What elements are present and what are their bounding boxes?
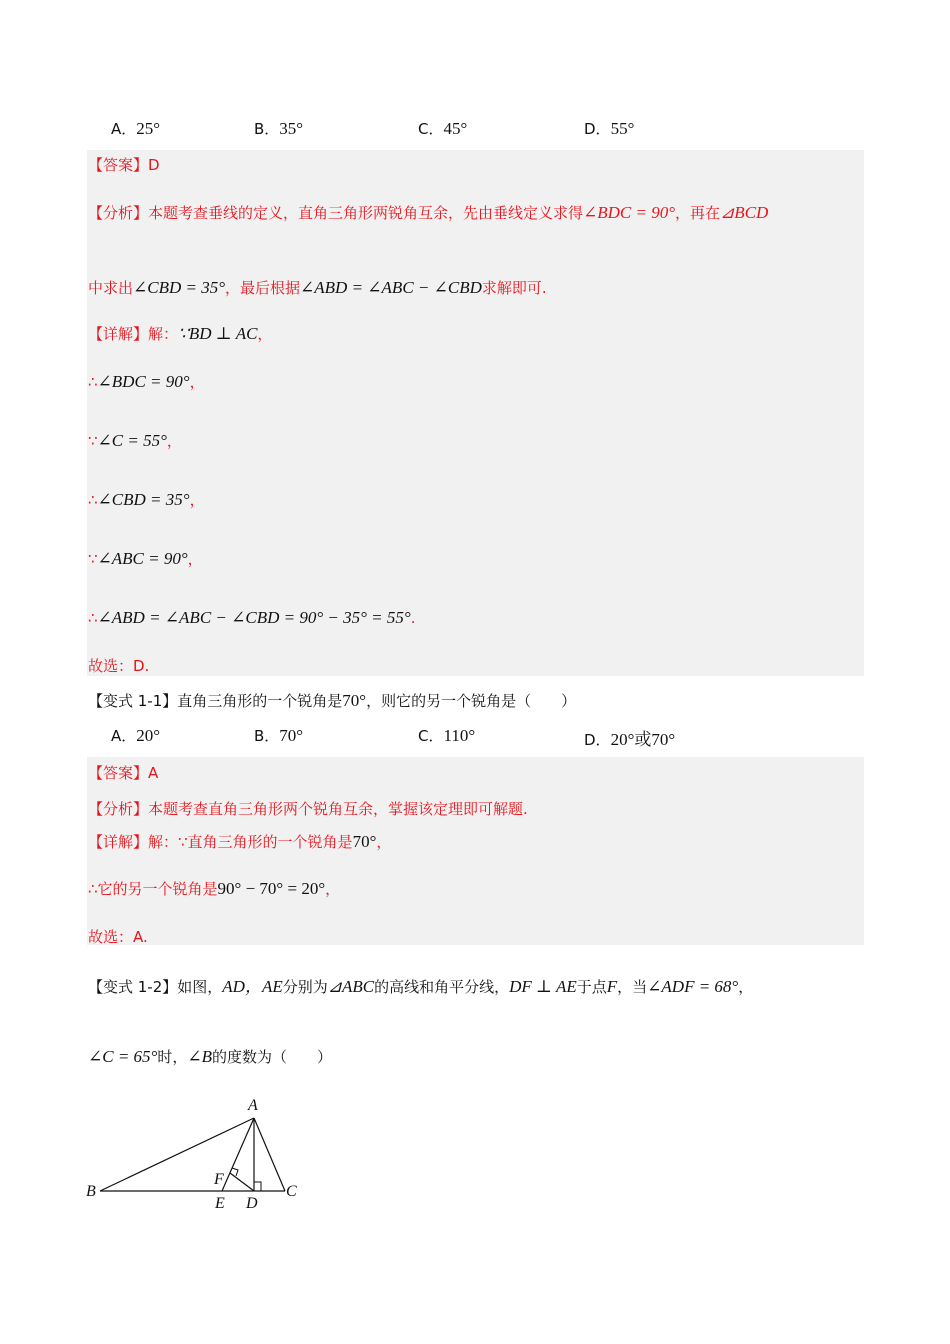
q1-option-b[interactable]: B．35° — [254, 119, 304, 138]
q1-detail-line: 【详解】解：∵BD ⊥ AC， — [88, 324, 273, 343]
q2-detail-line: 【详解】解：∵直角三角形的一个锐角是70°， — [88, 832, 392, 851]
q1-step-4: ∵∠ABC = 90°， — [88, 549, 203, 568]
right-angle-d — [254, 1182, 261, 1191]
q1-analysis-line-2: 中求出∠CBD = 35°，最后根据∠ABD = ∠ABC − ∠CBD求解即可. — [88, 278, 547, 297]
label-e: E — [215, 1195, 225, 1212]
q3-stem-line-2: ∠C = 65°时，∠B的度数为（ ） — [88, 1047, 333, 1066]
side-ab — [100, 1118, 254, 1191]
q1-step-5: ∴∠ABD = ∠ABC − ∠CBD = 90° − 35° = 55°. — [88, 608, 416, 627]
triangle-figure — [80, 1090, 320, 1220]
q1-option-a[interactable]: A．25° — [111, 119, 161, 138]
q2-conclusion: 故选：A. — [88, 928, 148, 946]
q2-option-d[interactable]: D．20°或70° — [584, 730, 676, 749]
q1-step-2: ∵∠C = 55°， — [88, 431, 182, 450]
q1-answer: 【答案】D — [88, 156, 160, 174]
q1-step-1: ∴∠BDC = 90°， — [88, 372, 205, 391]
label-f: F — [214, 1171, 224, 1188]
q1-option-d[interactable]: D．55° — [584, 119, 635, 138]
q2-analysis: 【分析】本题考查直角三角形两个锐角互余，掌握该定理即可解题. — [88, 800, 528, 818]
q2-option-c[interactable]: C．110° — [418, 726, 476, 745]
label-d: D — [246, 1195, 258, 1212]
q2-step: ∴它的另一个锐角是90° − 70° = 20°， — [88, 879, 341, 898]
q1-option-c[interactable]: C．45° — [418, 119, 468, 138]
segment-df — [230, 1173, 254, 1191]
bisector-ae — [222, 1118, 254, 1191]
q2-option-a[interactable]: A．20° — [111, 726, 161, 745]
q2-option-b[interactable]: B．70° — [254, 726, 304, 745]
q1-conclusion: 故选：D. — [88, 657, 150, 675]
label-b: B — [86, 1183, 96, 1200]
q1-step-3: ∴∠CBD = 35°， — [88, 490, 205, 509]
q1-analysis-line-1: 【分析】本题考查垂线的定义，直角三角形两锐角互余，先由垂线定义求得∠BDC = 90°，再在⊿BCD — [88, 203, 769, 222]
q1-solution-block — [87, 150, 864, 676]
label-a: A — [248, 1097, 258, 1114]
side-ac — [254, 1118, 285, 1191]
q3-stem-line-1: 【变式 1-2】如图，AD，AE分别为⊿ABC的高线和角平分线，DF ⊥ AE于点F，当∠ADF = 68°， — [88, 977, 754, 996]
label-c: C — [286, 1183, 297, 1200]
q2-stem: 【变式 1-1】直角三角形的一个锐角是70°，则它的另一个锐角是（ ） — [88, 691, 577, 710]
q2-answer: 【答案】A — [88, 764, 159, 782]
